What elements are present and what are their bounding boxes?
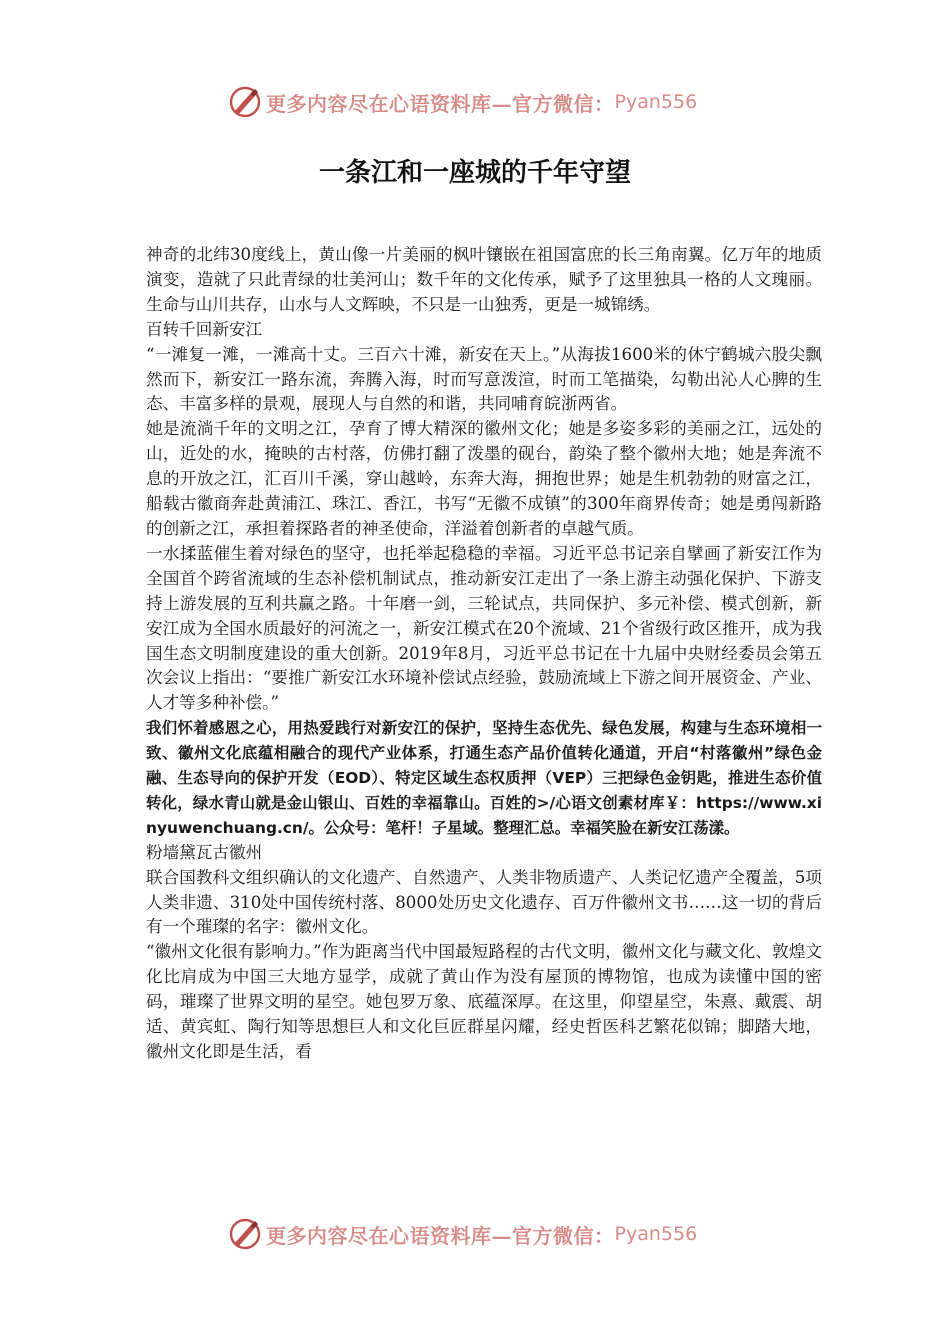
paragraph: 联合国教科文组织确认的文化遗产、自然遗产、人类非物质遗产、人类记忆遗产全覆盖，5项人类非遗、310处中国传统村落、8000处历史文化遗存、百万件徽州文书……这一切的背后有一个璀璨的名字：徽州文化。 — [146, 867, 822, 937]
section-heading: 百转千回新安江 — [146, 319, 263, 339]
article-body — [146, 243, 822, 1065]
banner-text: 更多内容尽在心语资料库—官方微信： — [266, 91, 615, 116]
paragraph: 我们怀着感恩之心，用热爱践行对新安江的保护，坚持生态优先、绿色发展，构建与生态环境相一致、徽州文化底蕴相融合的现代产业体系，打通生态产品价值转化通道，开启“村落徽州”绿色金融、生态导向的保护开发（EOD）、特定区域生态权质押（VEP）三把绿色金钥匙，推进生态价值转化，绿水青山就是金山银山、百姓的幸福靠山。百姓的>/心语文创素材库￥：https://www.xinyuwenchuang.cn/。公众号：笔杆！子星域。整理汇总。幸福笑脸在新安江荡漾。 — [146, 719, 822, 837]
footer-banner — [0, 1212, 950, 1256]
paragraph: “一滩复一滩，一滩高十丈。三百六十滩，新安在天上。”从海拔1600米的休宁鹤城六股尖飘然而下，新安江一路东流，奔腾入海，时而写意泼渲，时而工笔描染，勾勒出沁人心脾的生态、丰富多样的景观，展现人与自然的和谐，共同哺育皖浙两省。 — [146, 344, 822, 414]
article-title: 一条江和一座城的千年守望 — [318, 158, 631, 188]
banner-wechat-id: Pyan556 — [614, 91, 698, 113]
paragraph: “徽州文化很有影响力。”作为距离当代中国最短路程的古代文明，徽州文化与藏文化、敦煌文化比肩成为中国三大地方显学，成就了黄山作为没有屋顶的博物馆，也成为读懂中国的密码，璀璨了世界文明的星空。她包罗万象、底蕴深厚。在这里，仰望星空，朱熹、戴震、胡适、黄宾虹、陶行知等思想巨人和文化巨匠群星闪耀，经史哲医科艺繁花似锦；脚踏大地，徽州文化即是生活，看 — [146, 942, 822, 1061]
section-heading: 粉墙黛瓦古徽州 — [146, 842, 263, 862]
paragraph: 神奇的北纬30度线上，黄山像一片美丽的枫叶镶嵌在祖国富庶的长三角南翼。亿万年的地质演变，造就了只此青绿的壮美河山；数千年的文化传承，赋予了这里独具一格的人文瑰丽。生命与山川共存，山水与人文辉映，不只是一山独秀，更是一城锦绣。 — [146, 245, 822, 314]
banner-wechat-id: Pyan556 — [614, 1223, 698, 1245]
brush-logo-icon — [228, 1217, 262, 1251]
banner-text: 更多内容尽在心语资料库—官方微信： — [266, 1223, 615, 1248]
brush-logo-icon — [228, 85, 262, 119]
header-banner — [0, 80, 950, 124]
paragraph: 一水揉蓝催生着对绿色的坚守，也托举起稳稳的幸福。习近平总书记亲自擘画了新安江作为全国首个跨省流域的生态补偿机制试点，推动新安江走出了一条上游主动强化保护、下游支持上游发展的互利共赢之路。十年磨一剑，三轮试点，共同保护、多元补偿、模式创新，新安江成为全国水质最好的河流之一，新安江模式在20个流域、21个省级行政区推开，成为我国生态文明制度建设的重大创新。2019年8月，习近平总书记在十九届中央财经委员会第五次会议上指出：“要推广新安江水环境补偿试点经验，鼓励流域上下游之间开展资金、产业、人才等多种补偿。” — [146, 543, 822, 713]
paragraph: 她是流淌千年的文明之江，孕育了博大精深的徽州文化；她是多姿多彩的美丽之江，远处的山，近处的水，掩映的古村落，仿佛打翻了泼墨的砚台，韵染了整个徽州大地；她是奔流不息的开放之江，汇百川千溪，穿山越岭，东奔大海，拥抱世界；她是生机勃勃的财富之江，船载古徽商奔赴黄浦江、珠江、香江，书写“无徽不成镇”的300年商界传奇；她是勇闯新路的创新之江，承担着探路者的神圣使命，洋溢着创新者的卓越气质。 — [146, 419, 822, 538]
